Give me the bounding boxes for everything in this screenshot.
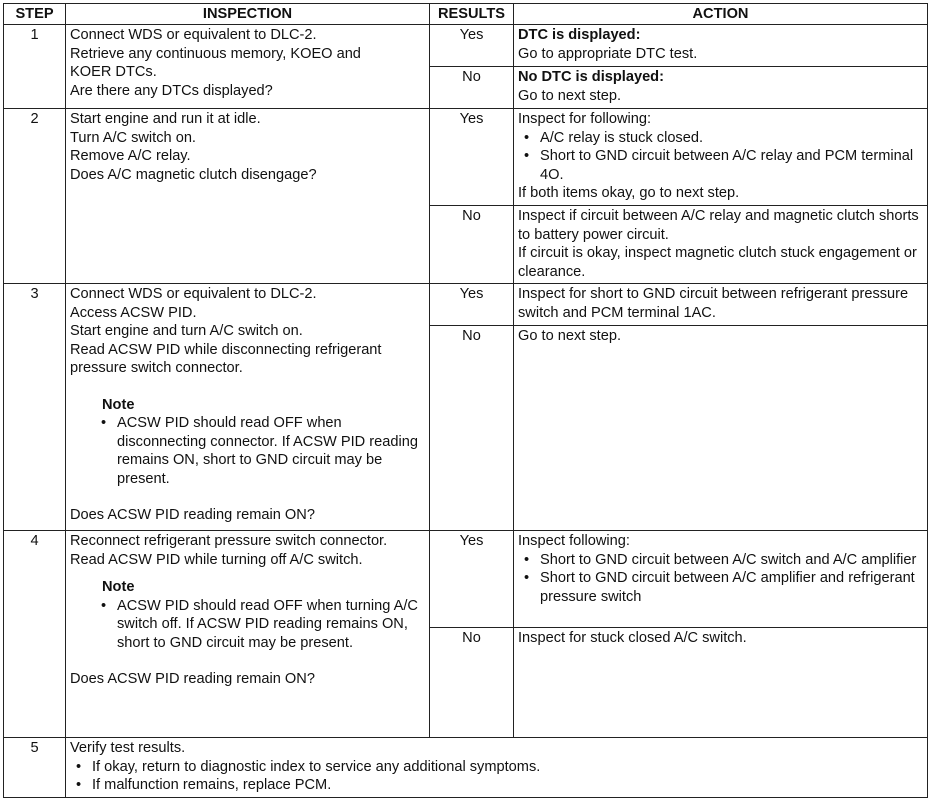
step-1-inspection-line: Connect WDS or equivalent to DLC-2.	[70, 27, 317, 43]
step-3-inspection-line: Connect WDS or equivalent to DLC-2.	[70, 286, 317, 302]
diagnostic-table	[3, 3, 928, 798]
step-1-inspection-line: Are there any DTCs displayed?	[70, 82, 273, 99]
step-2-no-line: If circuit is okay, inspect magnetic clutch stuck engagement or clearance.	[518, 245, 917, 280]
step-3-inspection	[66, 284, 430, 531]
step-3-result-no: No	[430, 326, 514, 531]
step-3-note-list	[70, 414, 425, 488]
step-1-action-no	[514, 67, 928, 109]
list-item: • A/C relay is stuck closed.	[540, 129, 923, 148]
step-3-action-yes: Inspect for short to GND circuit between refrigerant pressure switch and PCM terminal 1AC.	[514, 284, 928, 326]
list-item: • ACSW PID should read OFF when turning A/C switch off. If ACSW PID reading remains ON, short to GND circuit may be present.	[117, 597, 425, 653]
step-1-yes-title: DTC is displayed:	[518, 27, 641, 43]
step-4-inspection	[66, 531, 430, 738]
step-2-number: 2	[4, 109, 66, 284]
step-4-inspection-line: Read ACSW PID while turning off A/C switch.	[70, 551, 363, 568]
step-2-inspection-line: Remove A/C relay.	[70, 148, 191, 164]
step-2-inspection-line: Does A/C magnetic clutch disengage?	[70, 166, 317, 183]
spacer	[70, 488, 425, 506]
step-2-yes-list	[518, 129, 923, 185]
spacer	[70, 378, 425, 396]
step-2-action-no	[514, 206, 928, 284]
step-1-yes-row	[4, 25, 928, 67]
step-1-number: 1	[4, 25, 66, 109]
step-2-yes-outro: If both items okay, go to next step.	[518, 185, 740, 201]
header-action: ACTION	[514, 4, 928, 25]
step-1-inspection-line: KOER DTCs.	[70, 64, 157, 80]
step-2-inspection	[66, 109, 430, 284]
step-4-yes-row	[4, 531, 928, 628]
step-3-inspection-line: Access ACSW PID.	[70, 304, 197, 321]
step-4-action-no: Inspect for stuck closed A/C switch.	[514, 628, 928, 738]
step-2-result-yes: Yes	[430, 109, 514, 206]
step-4-yes-intro: Inspect following:	[518, 533, 630, 549]
step-3-action-no: Go to next step.	[514, 326, 928, 531]
step-4-question: Does ACSW PID reading remain ON?	[70, 671, 315, 687]
step-4-number: 4	[4, 531, 66, 738]
step-4-inspection-line: Reconnect refrigerant pressure switch connector.	[70, 533, 388, 549]
step-1-no-title: No DTC is displayed:	[518, 69, 664, 85]
step-2-inspection-line: Turn A/C switch on.	[70, 129, 196, 146]
step-5-list	[70, 758, 923, 795]
header-inspection: INSPECTION	[66, 4, 430, 25]
list-item: • If malfunction remains, replace PCM.	[92, 776, 923, 795]
list-item: • Short to GND circuit between A/C amplifier and refrigerant pressure switch	[540, 569, 923, 606]
step-3-result-yes: Yes	[430, 284, 514, 326]
step-3-number: 3	[4, 284, 66, 531]
step-4-note-title: Note	[102, 579, 135, 595]
step-1-action-yes	[514, 25, 928, 67]
step-1-inspection	[66, 25, 430, 109]
step-2-no-line: Inspect if circuit between A/C relay and magnetic clutch shorts to battery power circuit.	[518, 208, 919, 243]
step-5-row	[4, 738, 928, 798]
step-2-inspection-line: Start engine and run it at idle.	[70, 111, 261, 127]
step-2-action-yes	[514, 109, 928, 206]
step-2-yes-intro: Inspect for following:	[518, 111, 652, 127]
header-row	[4, 4, 928, 25]
step-4-note-list	[70, 597, 425, 653]
step-4-yes-list	[518, 551, 923, 607]
step-3-inspection-line: Start engine and turn A/C switch on.	[70, 323, 303, 339]
step-4-result-no: No	[430, 628, 514, 738]
step-4-action-yes	[514, 531, 928, 628]
step-3-question: Does ACSW PID reading remain ON?	[70, 507, 315, 523]
step-3-yes-row	[4, 284, 928, 326]
step-5-intro: Verify test results.	[70, 740, 186, 756]
step-2-result-no: No	[430, 206, 514, 284]
step-1-no-text: Go to next step.	[518, 87, 622, 104]
step-3-inspection-line: Read ACSW PID while disconnecting refrigerant pressure switch connector.	[70, 341, 382, 376]
step-5-content	[66, 738, 928, 798]
step-2-yes-row	[4, 109, 928, 206]
step-1-yes-text: Go to appropriate DTC test.	[518, 45, 698, 62]
list-item: • ACSW PID should read OFF when disconnecting connector. If ACSW PID reading remains ON, short to GND circuit may be present.	[117, 414, 425, 488]
step-1-result-yes: Yes	[430, 25, 514, 67]
header-results: RESULTS	[430, 4, 514, 25]
list-item: • If okay, return to diagnostic index to service any additional symptoms.	[92, 758, 923, 777]
step-3-note-title: Note	[102, 396, 135, 413]
step-1-result-no: No	[430, 67, 514, 109]
step-4-result-yes: Yes	[430, 531, 514, 628]
step-1-inspection-line: Retrieve any continuous memory, KOEO and	[70, 45, 361, 62]
list-item: • Short to GND circuit between A/C switch and A/C amplifier	[540, 551, 923, 570]
list-item: • Short to GND circuit between A/C relay and PCM terminal 4O.	[540, 147, 923, 184]
header-step: STEP	[4, 4, 66, 25]
spacer	[70, 569, 425, 578]
spacer	[70, 652, 425, 670]
step-5-number: 5	[4, 738, 66, 798]
